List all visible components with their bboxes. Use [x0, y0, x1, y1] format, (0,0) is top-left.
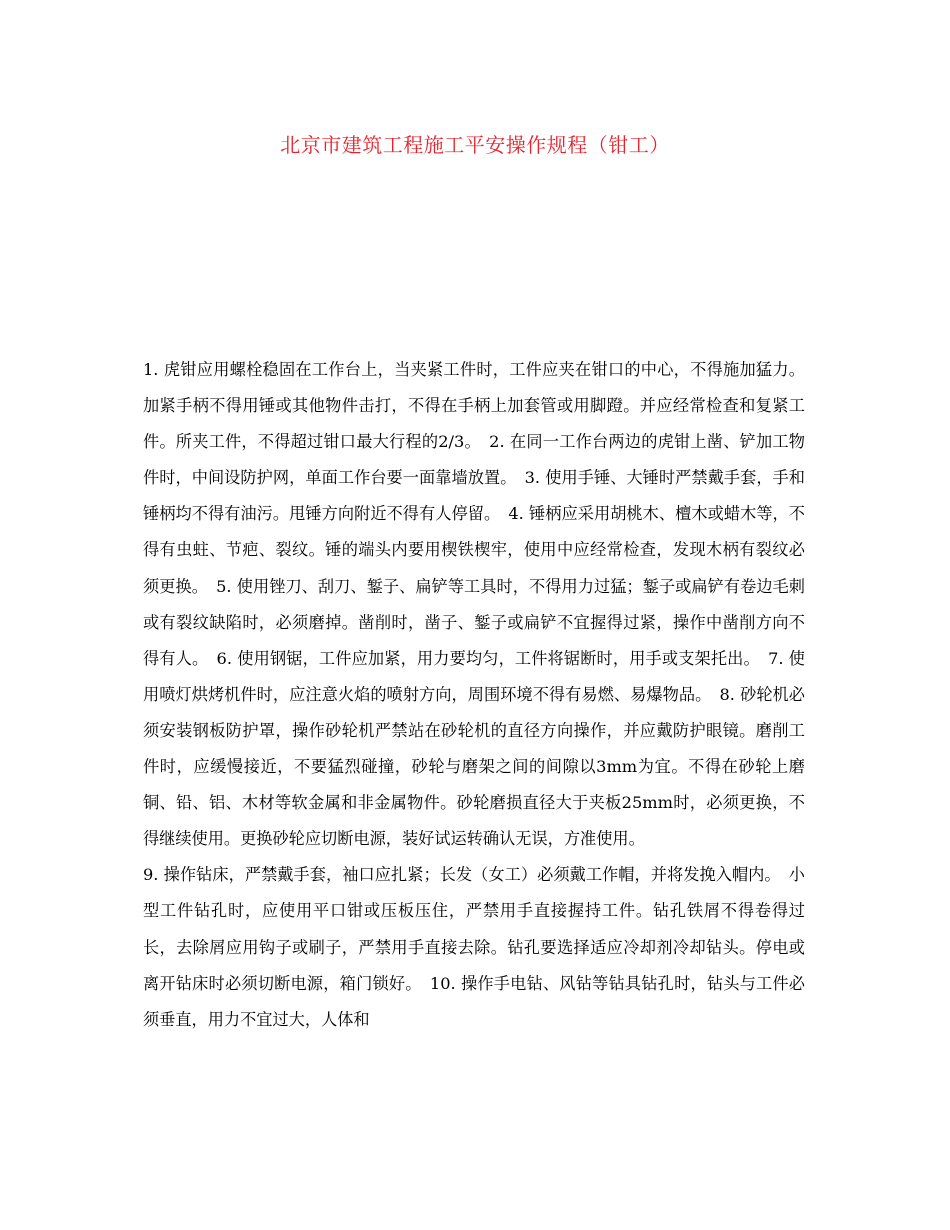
page-title: 北京市建筑工程施工平安操作规程（钳工） — [280, 133, 670, 157]
paragraph: 1. 虎钳应用螺栓稳固在工作台上，当夹紧工件时，工件应夹在钳口的中心，不得施加猛力。加紧手柄不得用锤或其他物件击打，不得在手柄上加套管或用脚蹬。并应经常检查和复紧工件。所夹工件，不得超过钳口最大行程的2/3。 2. 在同一工作台两边的虎钳上凿、铲加工物件时，中间设防护网，单面工作台要一面靠墙放置。 3. 使用手锤、大锤时严禁戴手套，手和锤柄均不得有油污。甩锤方向附近不得有人停留。 4. 锤柄应采用胡桃木、檀木或蜡木等，不得有虫蛀、节疤、裂纹。锤的端头内要用楔铁楔牢，使用中应经常检查，发现木柄有裂纹必须更换。 5. 使用锉刀、刮刀、錾子、扁铲等工具时，不得用力过猛；錾子或扁铲有卷边毛刺或有裂纹缺陷时，必须磨掉。凿削时，凿子、錾子或扁铲不宜握得过紧，操作中凿削方向不得有人。 6. 使用钢锯，工件应加紧，用力要均匀，工件将锯断时，用手或支架托出。 7. 使用喷灯烘烤机件时，应注意火焰的喷射方向，周围环境不得有易燃、易爆物品。 8. 砂轮机必须安装钢板防护罩，操作砂轮机严禁站在砂轮机的直径方向操作，并应戴防护眼镜。磨削工件时，应缓慢接近，不要猛烈碰撞，砂轮与磨架之间的间隙以3mm为宜。不得在砂轮上磨铜、铅、铝、木材等软金属和非金属物件。砂轮磨损直径大于夹板25mm时，必须更换，不得继续使用。更换砂轮应切断电源，装好试运转确认无误，方准使用。 — [143, 360, 805, 849]
paragraph: 9. 操作钻床，严禁戴手套，袖口应扎紧；长发（女工）必须戴工作帽，并将发挽入帽内。 小型工件钻孔时，应使用平口钳或压板压住，严禁用手直接握持工件。钻孔铁屑不得卷得过长，去除屑应用钩子或刷子，严禁用手直接去除。钻孔要选择适应冷却剂冷却钻头。停电或离开钻床时必须切断电源，箱门锁好。 10. 操作手电钻、风钻等钻具钻孔时，钻头与工件必须垂直，用力不宜过大，人体和 — [143, 865, 805, 1029]
document-body — [143, 352, 805, 1038]
